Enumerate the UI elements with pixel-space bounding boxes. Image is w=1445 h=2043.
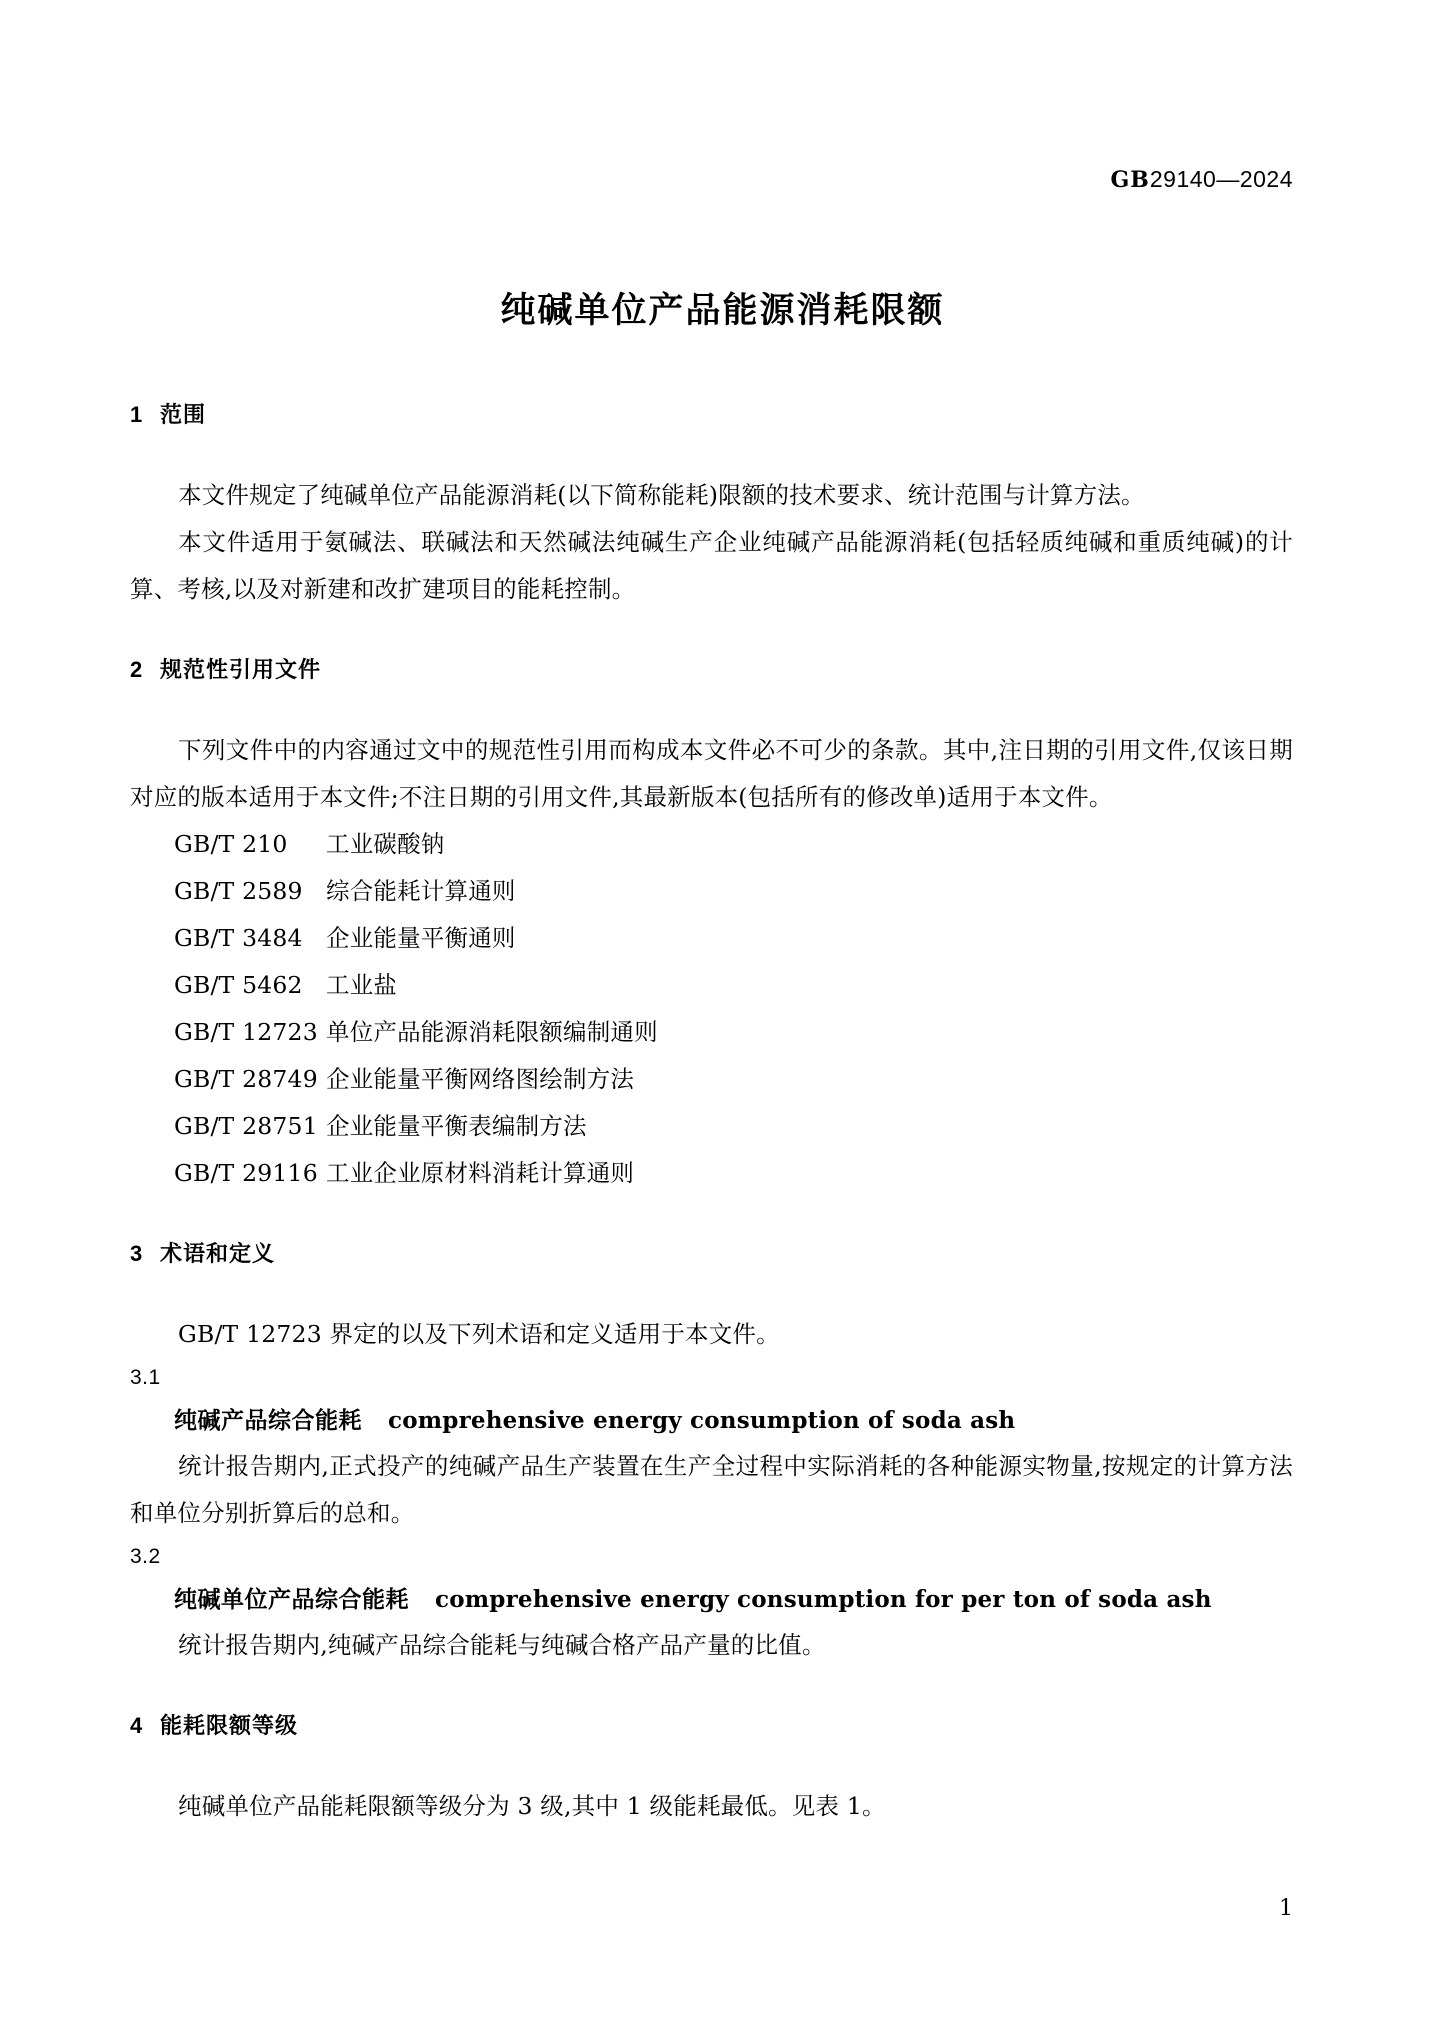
section-1-paragraph-1: 本文件规定了纯碱单位产品能源消耗(以下简称能耗)限额的技术要求、统计范围与计算方法。	[178, 481, 1145, 509]
term-number-3-1: 3.1	[130, 1366, 161, 1389]
section-3-paragraph-1: GB/T 12723 界定的以及下列术语和定义适用于本文件。	[178, 1320, 780, 1348]
reference-code: GB/T 28751	[174, 1112, 318, 1140]
list-item	[130, 1056, 1293, 1103]
reference-code: GB/T 5462	[174, 971, 303, 999]
section-title-4: 能耗限额等级	[160, 1713, 299, 1738]
standard-number: 29140—2024	[1149, 166, 1293, 192]
page-header	[130, 166, 1293, 193]
term-english: comprehensive energy consumption for per ton of soda ash	[435, 1586, 1212, 1613]
normative-reference-list	[130, 821, 1293, 1197]
reference-title: 企业能量平衡通则	[326, 924, 516, 952]
reference-code: GB/T 210	[174, 830, 288, 858]
list-item	[130, 962, 1293, 1009]
spacer	[130, 685, 1293, 727]
reference-title: 企业能量平衡网络图绘制方法	[326, 1065, 635, 1093]
section-heading-2	[130, 655, 1293, 685]
spacer	[130, 613, 1293, 655]
standard-mark: GB	[1110, 167, 1150, 193]
reference-code: GB/T 28749	[174, 1065, 318, 1093]
list-item	[130, 1009, 1293, 1056]
term-entry-3-1	[130, 1398, 1293, 1443]
spacer	[130, 1197, 1293, 1239]
page-footer	[130, 1896, 1293, 1921]
section-heading-1	[130, 400, 1293, 430]
list-item	[130, 821, 1293, 868]
term-english: comprehensive energy consumption of soda ash	[388, 1407, 1016, 1434]
section-title-2: 规范性引用文件	[160, 657, 322, 682]
spacer	[130, 1269, 1293, 1311]
reference-title: 综合能耗计算通则	[326, 877, 516, 905]
section-1-paragraph-2: 本文件适用于氨碱法、联碱法和天然碱法纯碱生产企业纯碱产品能源消耗(包括轻质纯碱和重质纯碱)的计算、考核,以及对新建和改扩建项目的能耗控制。	[130, 528, 1293, 603]
spacer	[130, 430, 1293, 472]
spacer	[130, 1741, 1293, 1783]
section-heading-4	[130, 1711, 1293, 1741]
reference-title: 工业碳酸钠	[326, 830, 445, 858]
reference-code: GB/T 3484	[174, 924, 303, 952]
reference-title: 企业能量平衡表编制方法	[326, 1112, 587, 1140]
term-number-3-2: 3.2	[130, 1545, 161, 1568]
reference-code: GB/T 29116	[174, 1159, 318, 1187]
section-heading-3	[130, 1239, 1293, 1269]
term-definition-3-1: 统计报告期内,正式投产的纯碱产品生产装置在生产全过程中实际消耗的各种能源实物量,按规定的计算方法和单位分别折算后的总和。	[130, 1452, 1293, 1527]
section-number-1: 1	[130, 402, 144, 427]
list-item	[130, 1103, 1293, 1150]
reference-title: 工业企业原材料消耗计算通则	[326, 1159, 635, 1187]
reference-code: GB/T 2589	[174, 877, 303, 905]
list-item	[130, 868, 1293, 915]
page-number: 1	[1279, 1896, 1293, 1921]
section-number-3: 3	[130, 1241, 144, 1266]
term-definition-3-2: 统计报告期内,纯碱产品综合能耗与纯碱合格产品产量的比值。	[178, 1631, 826, 1659]
section-number-2: 2	[130, 657, 144, 682]
document-body	[130, 400, 1293, 1830]
spacer	[130, 1669, 1293, 1711]
reference-title: 单位产品能源消耗限额编制通则	[326, 1018, 658, 1046]
list-item	[130, 1150, 1293, 1197]
section-number-4: 4	[130, 1713, 144, 1738]
page-title: 纯碱单位产品能源消耗限额	[500, 291, 945, 330]
section-title-3: 术语和定义	[160, 1241, 276, 1266]
reference-title: 工业盐	[326, 971, 398, 999]
term-chinese: 纯碱产品综合能耗	[174, 1407, 362, 1433]
term-entry-3-2	[130, 1577, 1293, 1622]
reference-code: GB/T 12723	[174, 1018, 318, 1046]
term-chinese: 纯碱单位产品综合能耗	[174, 1586, 409, 1612]
section-title-1: 范围	[160, 402, 207, 427]
section-4-paragraph-1: 纯碱单位产品能耗限额等级分为 3 级,其中 1 级能耗最低。见表 1。	[178, 1792, 886, 1820]
section-2-paragraph-1: 下列文件中的内容通过文中的规范性引用而构成本文件必不可少的条款。其中,注日期的引用文件,仅该日期对应的版本适用于本文件;不注日期的引用文件,其最新版本(包括所有的修改单)适用于本文件。	[130, 736, 1293, 811]
list-item	[130, 915, 1293, 962]
